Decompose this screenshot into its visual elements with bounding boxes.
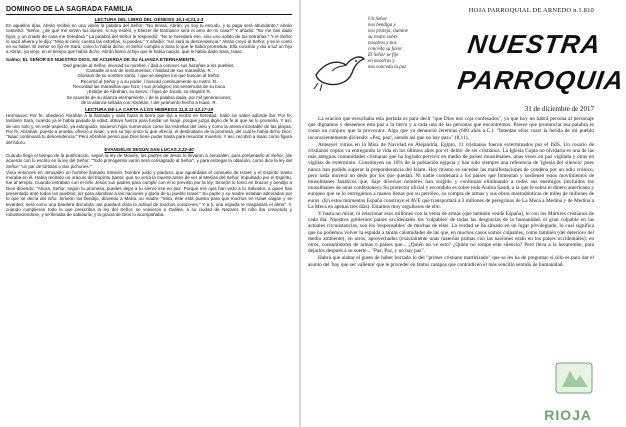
psalm-line: Se acuerda de su alianza eternamente, / de la palabra dada, por mil generaciones; — [66, 94, 232, 100]
rioja-watermark: RIOJA — [544, 407, 592, 423]
psalm-line: ¡Estirpe de Abrahán, su siervo; / hijos de Jacob, su elegido! R. — [86, 89, 212, 95]
second-reading-title — [6, 107, 292, 112]
poem-line: conceda su favor. — [368, 47, 403, 52]
right-page — [302, 0, 626, 427]
first-reading-ref: 15,1-6;21,1-3 — [175, 17, 204, 22]
poem-line: su rostro sobre — [368, 35, 398, 40]
article-paragraph: La oración que escuchaba esta portada es para decir "que Dios nos coja confesados", ya que hoy no habrá persona al personaje que dignamos y deseemos esta paz a la tierra y a cada una de las personas que encontremos. Parece que pronunciar esa palabra es como un conjuro que la provocara. Algo que ya denunció Jeremías (600 años a.C.): "Intentan ellos curar la herida de mi pueblo inconscientemente diciendo: «Paz, paz!, siendo así que no hay paz»" (8,11). — [308, 116, 594, 141]
poem-line: nos bendiga y — [368, 23, 396, 28]
gospel-ref: 2,22-40 — [178, 146, 194, 152]
second-reading-title-text: LECTURA DE LA CARTA A LOS HEBREOS — [84, 107, 178, 113]
page-divider — [299, 0, 301, 427]
poem-line: El Señor se fije — [368, 53, 399, 58]
first-reading-title — [6, 17, 292, 22]
first-reading-text: En aquellos días, Abrán recibió en una visión la palabra del Señor: "No temas, Abrán, yo soy tu escudo, y tu paga será abundante." Abrán contestó: "Señor, ¿de qué me sirven tus dones, si soy estéril, y Eliezer de Damasco será el amo de mi casa?" Y añadió: "No me has dado hijos, y un criado de casa me heredará." La palabra del Señor le respondió: "No te heredará ése, sino uno salido de tus entrañas." Y el Señor lo sacó afuera y le dijo: "Mira al cielo; cuenta las estrellas, si puedes." Y añadió: "Así será tu descendencia." Abrán creyó al Señor, y se le contó en su haber. El Señor se fijó en Sara, como lo había dicho; el Señor cumplió a Sara lo que le había prometido. Ella concibió y dio a luz un hijo a Abrán, ya viejo, en el tiempo que había dicho. Abrán llamó al hijo que le había nacido, que le había dado Sara, Isaac. — [6, 23, 292, 55]
poem-line: nosotros y nos — [368, 41, 397, 46]
psalm-line: de la alianza sellada con Abrahán, / del juramento hecho a Isaac. R. — [81, 99, 217, 105]
issue-number: HOJA PARROQUIAL DE ARNEDO n.1.810 — [468, 7, 594, 14]
psalm-line: Dad gracias al Señor, invocad su nombre, / dad a conocer sus hazañas a los pueblos. — [63, 62, 235, 68]
second-reading-ref: 11,8.11-12.17-19 — [178, 107, 214, 113]
gospel-paragraph: Vivía entonces en Jerusalén un hombre llamado Simeón, hombre justo y piadoso, que aguardaba el consuelo de Israel; y el Espíritu Santo moraba en él. Había recibido un oráculo del Espíritu Santo: que no vería la muerte antes de ver al Mesías del Señor. Impulsado por el Espíritu, fue al templo. Cuando entraban con el niño Jesús sus padres para cumplir con él lo previsto por la ley, Simeón lo tomó en brazos y bendijo a Dios diciendo: "Ahora, Señor, según tu promesa, puedes dejar a tu siervo irse en paz. Porque mis ojos han visto a tu Salvador, a quien has presentado ante todos los pueblos: luz para alumbrar a las naciones y gloria de tu pueblo Israel." Su padre y su madre estaban admirados por lo que se decía del niño. Simeón los bendijo, diciendo a María, su madre: "Mira, éste está puesto para que muchos en Israel caigan y se levanten; será como una bandera discutida: así quedará clara la actitud de muchos corazones." Y a ti, una espada te traspasará el alma". Y, cuando cumplieron todo lo que prescribía la ley del Señor, se volvieron a Galilea, a su ciudad de Nazaret. El niño iba creciendo y robusteciéndose, y se llenaba de sabiduría; y la gracia de Dios lo acompañaba. — [6, 169, 292, 218]
first-reading-title-text: LECTURA DEL LIBRO DEL GÉNESIS — [94, 17, 175, 22]
masthead-logo-line1: NUESTRA — [465, 29, 603, 59]
rioja-emblem-icon — [552, 361, 596, 401]
article-paragraph: Habrá que alabar el gusto de haber borrado lo del "primer cristiano martirizado" que se les ha de preguntar si sólo es para dar el asunto del 'hay que ser valiente' que le proceder en tantos campos que contradicen el más sencillo sentido de humanidad. — [308, 255, 594, 268]
poem-line: nos proteja, ilumine — [368, 29, 408, 34]
article-paragraph: Y hasta no mirar, ni relacionar esos millones con la venta de armas (que también vende España), ni con los Mártires cristianos de cada día. Nuestros gobiernos países occidentales los 'culpables' de todas las desgracias de la humanidad, el gran culpable en las actuales circunstancias, son los 'responsables' de muchas de ellas. La verdad se ha situado en un lugar privilegiado, lo cual significa que no podemos volver la espalda a tantas calamidades de las que, en muchos casos somos culpables, como también (del deterioro del medio ambiente); en otros, aprovechados (exactamente unas materias primas con las naciones están en los países occidentales); en otros, consumidores de armas o países que... ¿Quién no ve esto? ¿Quién no rompe este silencio? Pero lleva a la hecatombe, para dejarlos después a su suerte... "Paz, Paz, y no hay paz". — [308, 211, 594, 255]
article-paragraph: Anteayer vimos en la Misa de Navidad en Alejandría, Egipto, 11 cristianos fueron exterminados por el ISIS. Un rosario de cristianos coptos va entregando la vida en los últimos años por el 'delito' de ser cristianos. La Iglesia Copta no olvidaría es una de las más antiguas comunidades cristianas que ha logrado pervivir en medio de países musulmanes, unas veces en paz vigilada y otras en vigilias de exterminio. Constituyen un 10% de la población egipcia y han sido siempre una referencia de 'iglesia del silencio' pues nunca han podido superar la preponderancia del Islam. Hoy mismo se suceden las manifestaciones de condena por un odio crónico, pero nada moverá un dedo por los que quedan. Ni nadie condenará a los países que fomentan y sostienen estos movimientos de musulmanes fanáticos que, bajo diversos nombres han surgido y continúan eliminando a todos sus enemigos (incluidos los musulmanes de otras confesiones). Su protector oficial y escondido es sobre todo Arabia Saudí, a la que le sobra el dinero americano y europeo que se lo entregamos a manos llenas por su petróleo, su compra de armas y sus obras mastodónticas de miles de millones de euros. (En estos momentos España construye el AVE que transportará a 3 millones de peregrinos de La Meca a Medina y de Medina a La Meca en apenas tres días). Estamos muy orgullosos de ello. — [308, 141, 594, 210]
psalm-title: Salmo: EL SEÑOR ES NUESTRO DIOS, SE ACUERDA DE SU ALIANZA ETERNAMENTE. — [6, 56, 197, 62]
dove-icon — [312, 45, 366, 93]
sunday-title: DOMINGO DE LA SAGRADA FAMILIA — [6, 6, 292, 15]
masthead-logo-line2: PARROQUIA — [455, 65, 626, 95]
psalm-verses — [6, 63, 292, 105]
psalm-line: Recurrid al Señor y a su poder, / buscad continuamente su rostro. R. — [80, 78, 218, 84]
masthead — [308, 7, 626, 105]
poem-line: nos conceda la paz — [368, 65, 407, 70]
poem-line: Un Señor — [368, 17, 388, 22]
gospel-title — [6, 147, 292, 152]
left-page — [0, 0, 298, 427]
second-reading-text: Hermanos: Por fe, obedeció Abrahán a la llamada y salió hacia la tierra que iba a recibir en heredad. Salió sin saber adónde iba. Por fe, también Sara, cuando ya le había pasado la edad, obtuvo fuerza para fundar un linaje, porque juzgó digno de fe al que se lo prometía. Y así, de uno solo y, en este aspecto, ya extinguido, nacieron hijos numerosos como las estrellas del cielo y como la arena incontable de las playas. Por fe, Abrahán, puesto a prueba, ofreció a Isaac; y era su hijo único lo que ofrecía, el destinatario de la promesa, del cual le había dicho Dios: "Isaac continuará tu descendencia." Pero Abrahán pensó que Dios tiene poder hasta para resucitar muertos. Y así, recobró a Isaac como figura del futuro. — [6, 113, 292, 145]
poem-line: en nosotros y — [368, 59, 395, 64]
issue-date: 31 de diciembre de 2017 — [524, 105, 594, 113]
gospel-paragraph: Cuando llegó el tiempo de la purificación, según la ley de Moisés, los padres de Jesús lo llevaron a Jerusalén, para presentarlo al Señor, (de acuerdo con lo escrito en la ley del Señor: "Todo primogénito varón será consagrado al Señor", y para entregar la oblación, como dice la ley del Señor: "un par de tórtolas o dos pichones." — [6, 152, 292, 169]
psalm-line: Cantadle al son de instrumentos, / hablad de sus maravillas. R. — [85, 68, 213, 74]
gospel-title-text: EVANGELIO SEGÚN SAN LUCAS — [104, 146, 177, 152]
psalm-line: Gloriaos de su nombre santo, / que se alegren los que buscan al Señor. — [77, 73, 221, 79]
psalm-line: Recordad las maravillas que hizo, / sus prodigios, las sentencias de su boca — [72, 83, 226, 89]
blessing-poem — [368, 17, 438, 71]
